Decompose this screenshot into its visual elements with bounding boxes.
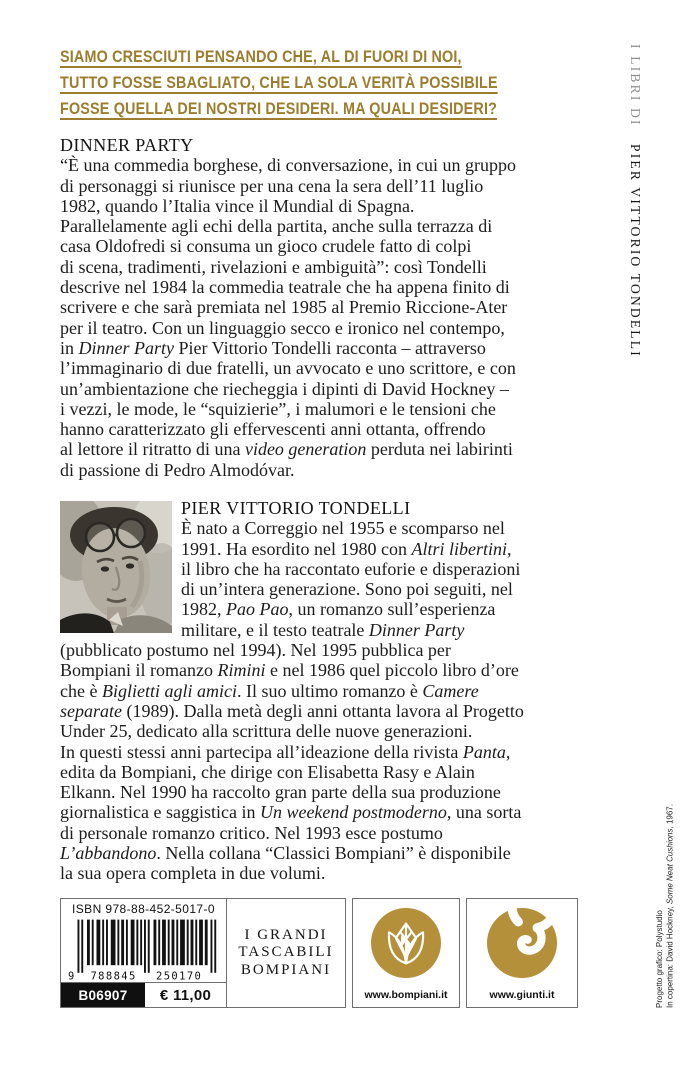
synopsis-text: “È una commedia borghese, di conversazione, in cui un gruppo di personaggi si riunisce per una cena la sera dell’11 luglio 1982, quando l’Italia vince il Mundial di Spagna. Parallelamente agli echi della partita, anche sulla terrazza di casa Oldofredi si consuma un gioco crudele fatto di colpi di scena, tradimenti, rivelazioni e ambiguità”: così Tondelli descrive nel 1984 la commedia teatrale che ha appena finito di scrivere e che sarà premiata nel 1985 al Premio Riccione-Ater per il teatro. Con un linguaggio secco e ironico nel contempo, in Dinner Party Pier Vittorio Tondelli racconta – attraverso l’immaginario di due fratelli, un avvocato e uno scrittore, e con un’ambientazione che riecheggia i dipinti di David Hockney – i vezzi, le mode, le “squizierie”, i malumori e le tensioni che hanno caratterizzato gli effervescenti anni ottanta, offrendo al lettore il ritratto di una video generation perduta nei labirinti di passione di Pedro Almodóvar. [60, 155, 517, 480]
barcode-box [61, 899, 227, 1007]
footer-bar [60, 898, 578, 1008]
credits-cover-line: In copertina: David Hockney, Some Neat Cushions, 1967. [665, 804, 675, 1008]
barcode-digits-right: 250170 [155, 969, 202, 981]
series-box [227, 899, 345, 1007]
bio-text: È nato a Correggio nel 1955 e scomparso nel 1991. Ha esordito nel 1980 con Altri libertini, il libro che ha raccontato euforie e disperazioni di un’intera generazione. Sono poi seguiti, nel 1982, Pao Pao, un romanzo sull’esperienza militare, e il testo teatrale Dinner Party (pubblicato postumo nel 1994). Nel 1995 pubblica per Bompiani il romanzo Rimini e nel 1986 quel piccolo libro d’ore che è Biglietti agli amici. Il suo ultimo romanzo è Camere separate (1989). Dalla metà degli anni ottanta lavora al Progetto Under 25, dedicato alla scrittura delle nuove generazioni. In questi stessi anni partecipa all’ideazione della rivista Panta, edita da Bompiani, che dirige con Elisabetta Rasy e Alain Elkann. Nel 1990 ha raccolto gran parte della sua produzione giornalistica e saggistica in Un weekend postmoderno, una sorta di personale romanzo critico. Nel 1993 esce postumo L’abbandono. Nella collana “Classici Bompiani” è disponibile la sua opera completa in due volumi. [60, 518, 524, 884]
bompiani-box [352, 898, 460, 1008]
bompiani-url: www.bompiani.it [364, 989, 448, 1001]
series-line: BOMPIANI [240, 961, 332, 978]
price-row [61, 982, 226, 1007]
series-line: I GRANDI [244, 926, 328, 943]
quote-line: SIAMO CRESCIUTI PENSANDO CHE, AL DI FUORI DI NOI, [60, 48, 462, 66]
bio-heading: PIER VITTORIO TONDELLI [181, 498, 411, 518]
quote-line: TUTTO FOSSE SBAGLIATO, CHE LA SOLA VERITÀ POSSIBILE [60, 74, 498, 92]
barcode [68, 919, 220, 981]
spine-title [627, 44, 643, 358]
edition-code: B06907 [61, 983, 145, 1007]
spine-series-label: I LIBRI DI [628, 44, 643, 127]
barcode-series-box [60, 898, 346, 1008]
barcode-digits-mid: 788845 [89, 969, 137, 981]
synopsis-section [60, 135, 612, 480]
bompiani-flower-icon [371, 908, 441, 978]
bio-section [60, 498, 612, 884]
giunti-box [466, 898, 578, 1008]
cover-quote [60, 44, 563, 122]
synopsis-heading: DINNER PARTY [60, 135, 194, 155]
barcode-digit-left: 9 [67, 969, 76, 981]
series-line: TASCABILI [238, 944, 334, 961]
credits-design-line: Progetto grafico: Polystudio [655, 910, 664, 1008]
giunti-g-icon [487, 908, 557, 978]
quote-line: FOSSE QUELLA DEI NOSTRI DESIDERI. MA QUALI DESIDERI? [60, 100, 498, 118]
isbn-label: ISBN 978-88-452-5017-0 [72, 902, 215, 916]
photo-credits [655, 786, 676, 1008]
giunti-url: www.giunti.it [489, 989, 555, 1001]
author-photo [60, 501, 172, 633]
spine-author-label: PIER VITTORIO TONDELLI [628, 144, 643, 359]
price-label: € 11,00 [159, 986, 212, 1004]
